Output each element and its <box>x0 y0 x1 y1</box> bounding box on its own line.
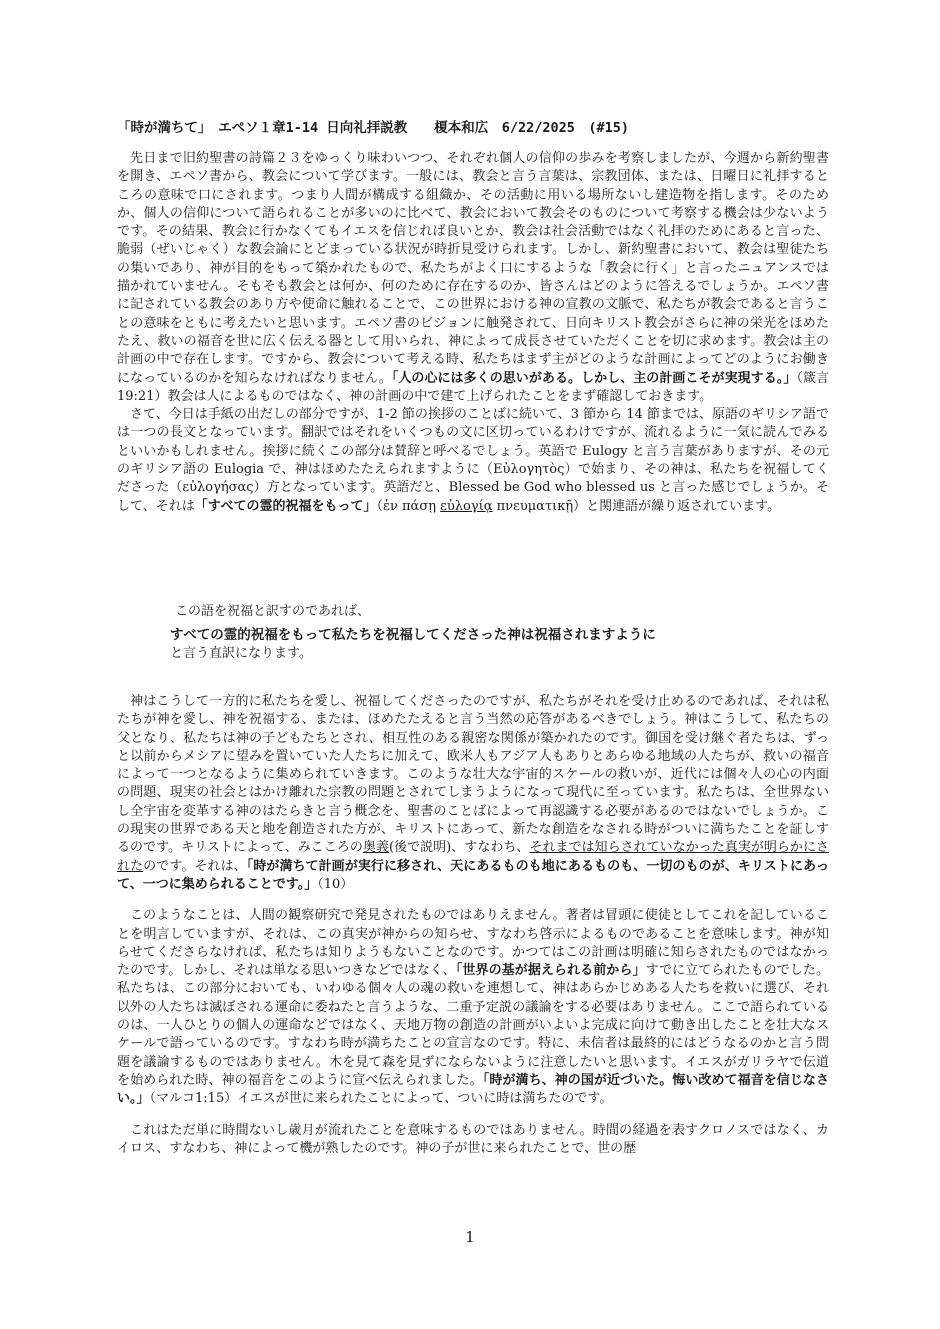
sermon-header: 「時が満ちて」 エペソ１章1-14 日向礼拝説教 榎本和広 6/22/2025 (#15) <box>117 120 630 136</box>
paragraph-3-text: 神はこうして一方的に私たちを愛し、祝福してくださったのですが、私たちがそれを受け止めるのであれば、それは私たちが神を愛し、神を祝福する、または、ほめたたえると言う当然の応答があるべきでしょう。神はこうして、私たちの父となり、私たちは神の子どもたちとされ、相互性のある親密な関係が築かれたのです。御国を受け継ぐ者たちは、ずっと以前からメシアに望みを置いていた人たちに加えて、欧米人もアジア人もありとあらゆる地域の人たちが、救いの福音によって一つとなるように集められていきます。このような壮大な宇宙的スケールの救いが、近代には個々人の心の内面の問題、現実の社会とはかけ離れた宗教の問題とされてしまうようになって現代に至っています。私たちは、全世界ないし全宇宙を変革する神のはたらきと言う概念を、聖書のことばによって再認識する必要があるのではないでしょうか。この現実の世界である天と地を創造された方が、キリストにあって、新たな創造をなされる時がついに満ちたことを証しするのです。キリストによって、みこころの <box>117 694 829 856</box>
paragraph-4-text: このようなことは、人間の観察研究で発見されたものではありえません。著者は冒頭に使徒としてこれを記していることを明言していますが、それは、この真実が神からの知らせ、すなわち啓示によるものであることを意味します。神が知らせてくださらなければ、私たちは知りようもないことなのです。かつてはこの計画は明確に知らされたものではなかったのです。しかし、それは単なる思いつきなどではなく、 <box>117 908 829 979</box>
section-main <box>117 680 829 1171</box>
paragraph-4-mid: すでに立てられたものでした。私たちは、この部分においても、いわゆる個々人の魂の救いを連想して、神はあらかじめある人たちを救いに選び、それ以外の人たちは滅ぼされる運命に委ねたと言うような、二重予定説の議論をする必要はありません。ここで語られているのは、一人ひとりの個人の運命などではなく、天地万物の創造の計画がいよいよ完成に向けて動き出したことを壮大なスケールで語っているのです。すなわち時が満ちたことの宣言なのです。特に、未信者は最終的にはどうなるのかと言う問題を議論するものではありません。木を見て森を見ずにならないように注意したいと思います。イエスがガリラヤで伝道を始められた時、神の福音をこのように宣べ伝えられました。 <box>117 963 830 1088</box>
paragraph-3 <box>117 693 829 894</box>
revealed-truth-underlined: それまでは知らされていなかった真実が明らかにされた <box>117 840 829 874</box>
paragraph-3-mid: (後で説明)、すなわち、 <box>388 840 530 856</box>
paragraph-2 <box>117 406 829 516</box>
paragraph-4-tail: （マルコ1:15）イエスが世に来られたことによって、ついに時は満ちたのです。 <box>149 1091 613 1107</box>
page-number: 1 <box>465 1228 475 1246</box>
paragraph-1-text: 先日まで旧約聖書の詩篇２３をゆっくり味わいつつ、それぞれ個人の信仰の歩みを考察しましたが、今週から新約聖書を開き、エペソ書から、教会について学びます。一般には、教会と言う言葉は、宗教団体、または、日曜日に礼拝するところの意味で口にされます。つまり人間が構成する組織か、その活動に用いる場所ないし建造物を指します。そのためか、個人の信仰について語られることが多いのに比べて、教会において教会そのものについて考察する機会は少ないようです。その結果、教会に行かなくてもイエスを信じれば良いとか、教会は社会活動ではなく礼拝のためにあると言った、脆弱（ぜいじゃく）な教会論にとどまっている状況が時折見受けられます。しかし、新約聖書において、教会は聖徒たちの集いであり、神が目的をもって築かれたもので、私たちがよく口にするような「教会に行く」と言ったニュアンスでは描かれていません。そもそも教会とは何か、何のために存在するのか、皆さんはどのように答えるでしょうか。エペソ書に記されている教会のあり方や使命に触れることで、この世界における神の宣教の文脈で、私たちが教会であると言うことの意味をともに考えたいと思います。エペソ書のビジョンに触発されて、日向キリスト教会がさらに神の栄光をほめたたえ、救いの福音を世に広く伝える器として用いられ、神によって成長させていただくことを切に求めます。教会は主の計画の中で存在します。ですから、教会について考える時、私たちはまず主がどのような計画によってどのようにお働きになっているのかを知らなければなりません。 <box>117 151 829 386</box>
greek-phrase <box>377 499 781 514</box>
translation-note-end: と言う直訳になります。 <box>170 646 312 661</box>
greek-pre: （ἐν πάσῃ <box>376 498 441 514</box>
paragraph-1-tail: （箴言19:21）教会は人によるものではなく、神の計画の中で建て上げられたことをまず確認しておきます。 <box>117 370 829 404</box>
verse-ref: （10） <box>317 876 354 892</box>
proverbs-quote: 「人の心には多くの思いがある。しかし、主の計画こそが実現する。」 <box>391 370 797 386</box>
greek-underlined: εὐλογίᾳ <box>440 498 493 514</box>
foundation-quote: 「世界の基が据えられる前から」 <box>455 963 646 979</box>
paragraph-3-lead: のです。それは、 <box>143 858 247 874</box>
paragraph-5: これはただ単に時間ないし歳月が流れたことを意味するものではありません。時間の経過を表すクロノスではなく、カイロス、すなわち、神によって機が熟したのです。神の子が世に来られたことで、世の歴 <box>117 1122 829 1156</box>
paragraph-4 <box>117 907 829 1108</box>
mark-quote: 「時が満ち、神の国が近づいた。悔い改めて福音を信じなさい。」 <box>117 1072 829 1107</box>
section-intro <box>117 150 829 516</box>
mystery-term: 奥義 <box>362 840 389 856</box>
greek-post: πνευματικῇ）と関連語が繰り返されています。 <box>492 498 781 514</box>
spiritual-blessing-quote: 「すべての霊的祝福をもって」 <box>194 498 377 514</box>
paragraph-2-text: さて、今日は手紙の出だしの部分ですが、1-2 節の挨拶のことばに続いて、3 節から 14 節までは、原語のギリシア語では一つの長文となっています。翻訳ではそれをいくつもの文に区切っているわけですが、流れるように一気に読んでみるといいかもしれません。挨拶に続くこの部分は賛辞と呼べるでしょう。英語で Eulogy と言う言葉がありますが、その元のギリシア語の Eulogia で、神はほめたたえられますように（Εὐλογητὸς）で始まり、その神は、私たちを祝福してくださった（εὐλογήσας）方となっています。英語だと、Blessed be God who blessed us と言った感じでしょうか。そして、それは <box>117 407 829 514</box>
paragraph-1 <box>117 150 829 406</box>
translation-note: この語を祝福と訳すのであれば、 <box>175 604 371 619</box>
fullness-of-time-quote: 「時が満ちて計画が実行に移され、天にあるものも地にあるものも、一切のものが、キリストにあって、一つに集められることです。」 <box>117 858 829 892</box>
literal-translation: すべての霊的祝福をもって私たちを祝福してくださった神は祝福されますように <box>170 627 656 643</box>
